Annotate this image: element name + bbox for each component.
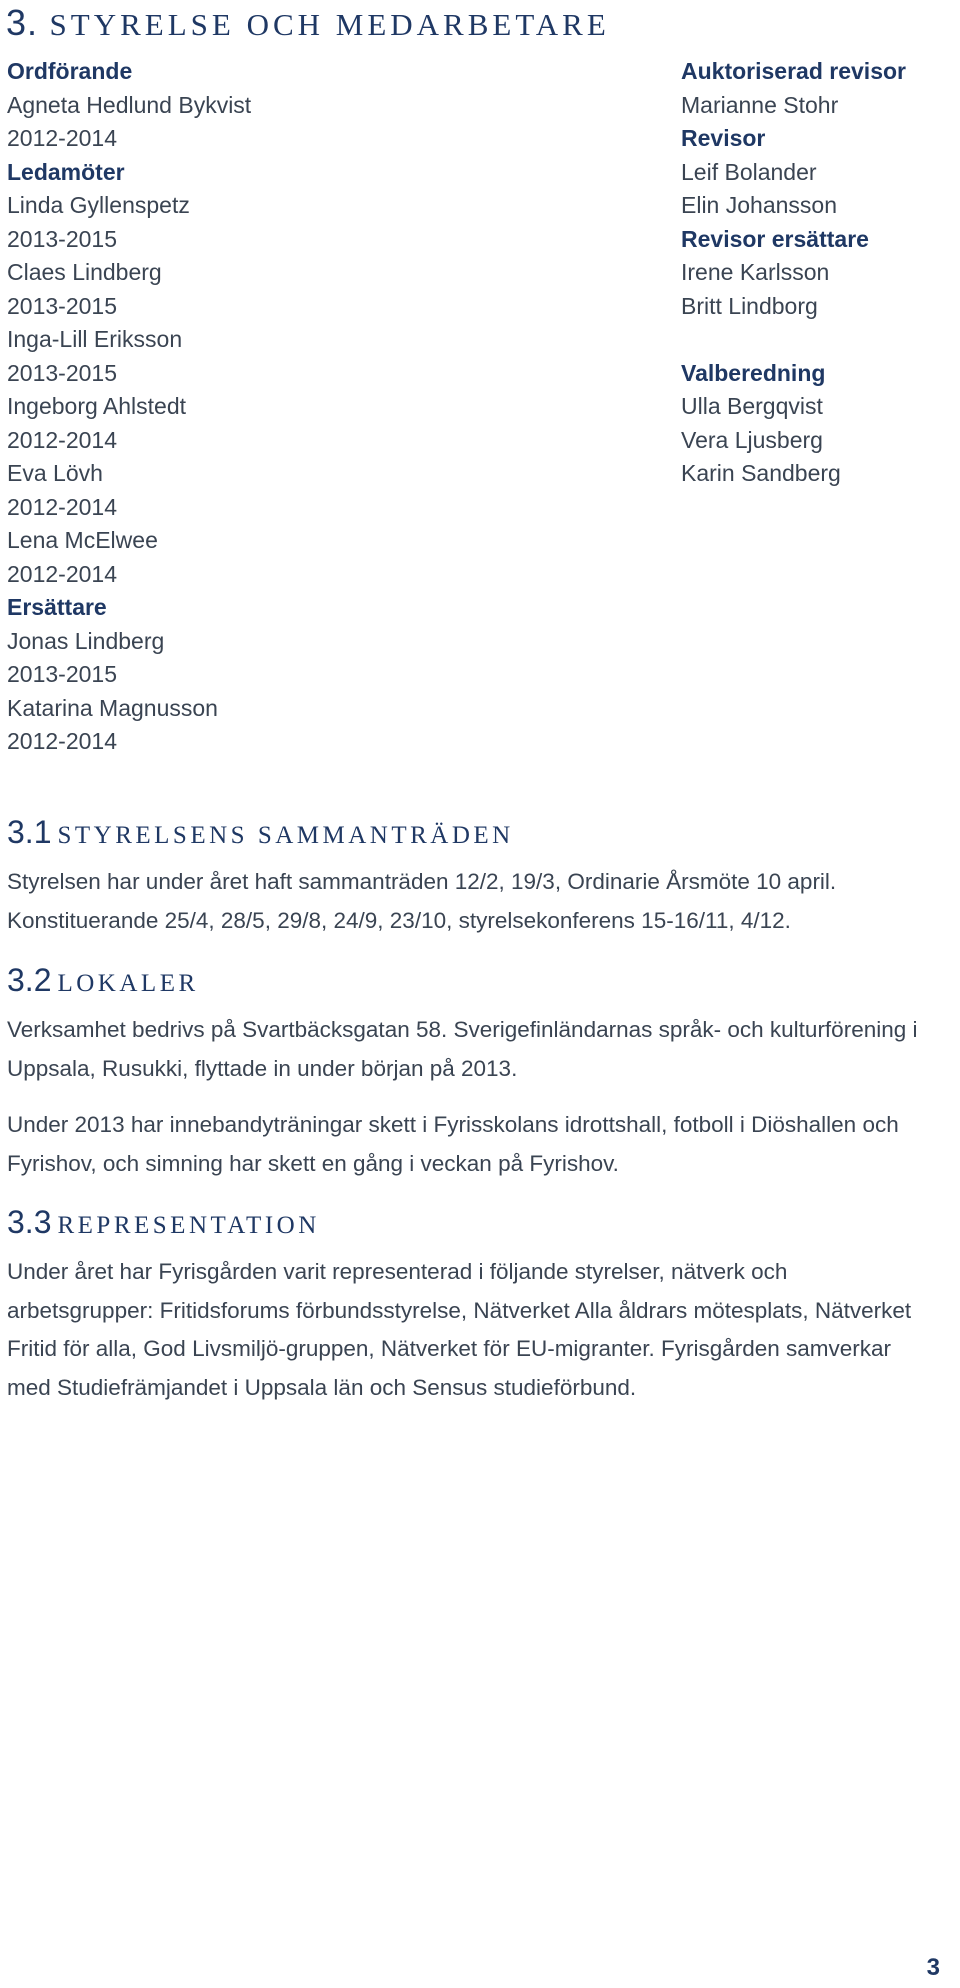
role-label-authorized-auditor: Auktoriserad revisor (681, 58, 906, 84)
section-heading-3-3 (7, 1204, 320, 1241)
heading-number: 3. (6, 2, 39, 43)
section-title: STYRELSENS SAMMANTRÄDEN (57, 822, 514, 849)
member-name: Ingeborg Ahlstedt (7, 393, 187, 419)
section-number: 3.3 (7, 1204, 52, 1240)
member-term: 2012-2014 (7, 493, 117, 520)
board-list (7, 55, 447, 759)
section-heading-3 (6, 2, 610, 44)
section-heading-3-1 (7, 814, 514, 851)
premises-paragraph: Verksamhet bedrivs på Svartbäcksgatan 58. Sverigefinländarnas språk- och kulturförening i Uppsala, Rusukki, flyttade in under början på 2013. (7, 1017, 918, 1081)
committee-member-name: Ulla Bergqvist (681, 393, 823, 419)
role-label-deputy-auditor: Revisor ersättare (681, 225, 869, 252)
section-number: 3.2 (7, 962, 52, 998)
representation-paragraph: Under året har Fyrisgården varit representerad i följande styrelser, nätverk och arbetsgrupper: Fritidsforums förbundsstyrelse, Nätverket Alla åldrars mötesplats, Nätverket Fritid för alla, God Livsmiljö-gruppen, Nätverket för EU-migranter. Fyrisgården samverkar med Studiefrämjandet i Uppsala län och Sensus studieförbund. (7, 1259, 912, 1400)
section-number: 3.1 (7, 814, 52, 850)
member-term: 2013-2015 (7, 225, 117, 252)
member-name: Claes Lindberg (7, 259, 162, 285)
committee-member-name: Vera Ljusberg (681, 426, 823, 453)
auditor-name: Leif Bolander (681, 158, 817, 185)
member-name: Katarina Magnusson (7, 694, 218, 721)
sports-paragraph: Under 2013 har innebandyträningar skett i Fyrisskolans idrottshall, fotboll i Diöshallen och Fyrishov, och simning har skett en gång i veckan på Fyrishov. (7, 1112, 899, 1176)
member-term: 2012-2014 (7, 426, 117, 453)
member-term: 2013-2015 (7, 292, 117, 319)
auditor-list (681, 55, 941, 491)
member-term: 2012-2014 (7, 560, 117, 587)
page-number: 3 (926, 1954, 940, 1981)
committee-member-name: Karin Sandberg (681, 460, 841, 486)
role-label-deputies: Ersättare (7, 594, 107, 620)
member-name: Eva Lövh (7, 460, 103, 486)
member-term: 2013-2015 (7, 359, 117, 386)
auditor-name: Marianne Stohr (681, 91, 839, 118)
member-name: Inga-Lill Eriksson (7, 326, 183, 352)
section-title: REPRESENTATION (57, 1212, 320, 1239)
member-term: 2012-2014 (7, 125, 117, 151)
auditor-name: Britt Lindborg (681, 292, 818, 319)
member-term: 2013-2015 (7, 661, 117, 687)
auditor-name: Elin Johansson (681, 192, 837, 218)
role-label-chairman: Ordförande (7, 58, 133, 84)
member-name: Jonas Lindberg (7, 627, 165, 654)
section-heading-3-2 (7, 962, 199, 999)
auditor-name: Irene Karlsson (681, 259, 830, 285)
role-label-members: Ledamöter (7, 158, 125, 185)
heading-title: STYRELSE OCH MEDARBETARE (49, 7, 610, 42)
role-label-nomination-committee: Valberedning (681, 359, 826, 386)
section-title: LOKALER (57, 970, 199, 997)
member-name: Linda Gyllenspetz (7, 192, 190, 218)
member-name: Lena McElwee (7, 527, 158, 553)
role-label-auditor: Revisor (681, 125, 766, 151)
spacer (681, 323, 941, 357)
member-name: Agneta Hedlund Bykvist (7, 91, 252, 118)
meetings-paragraph: Styrelsen har under året haft sammanträden 12/2, 19/3, Ordinarie Årsmöte 10 april. Konstituerande 25/4, 28/5, 29/8, 24/9, 23/10, styrelsekonferens 15-16/11, 4/12. (7, 869, 837, 933)
member-term: 2012-2014 (7, 728, 117, 754)
